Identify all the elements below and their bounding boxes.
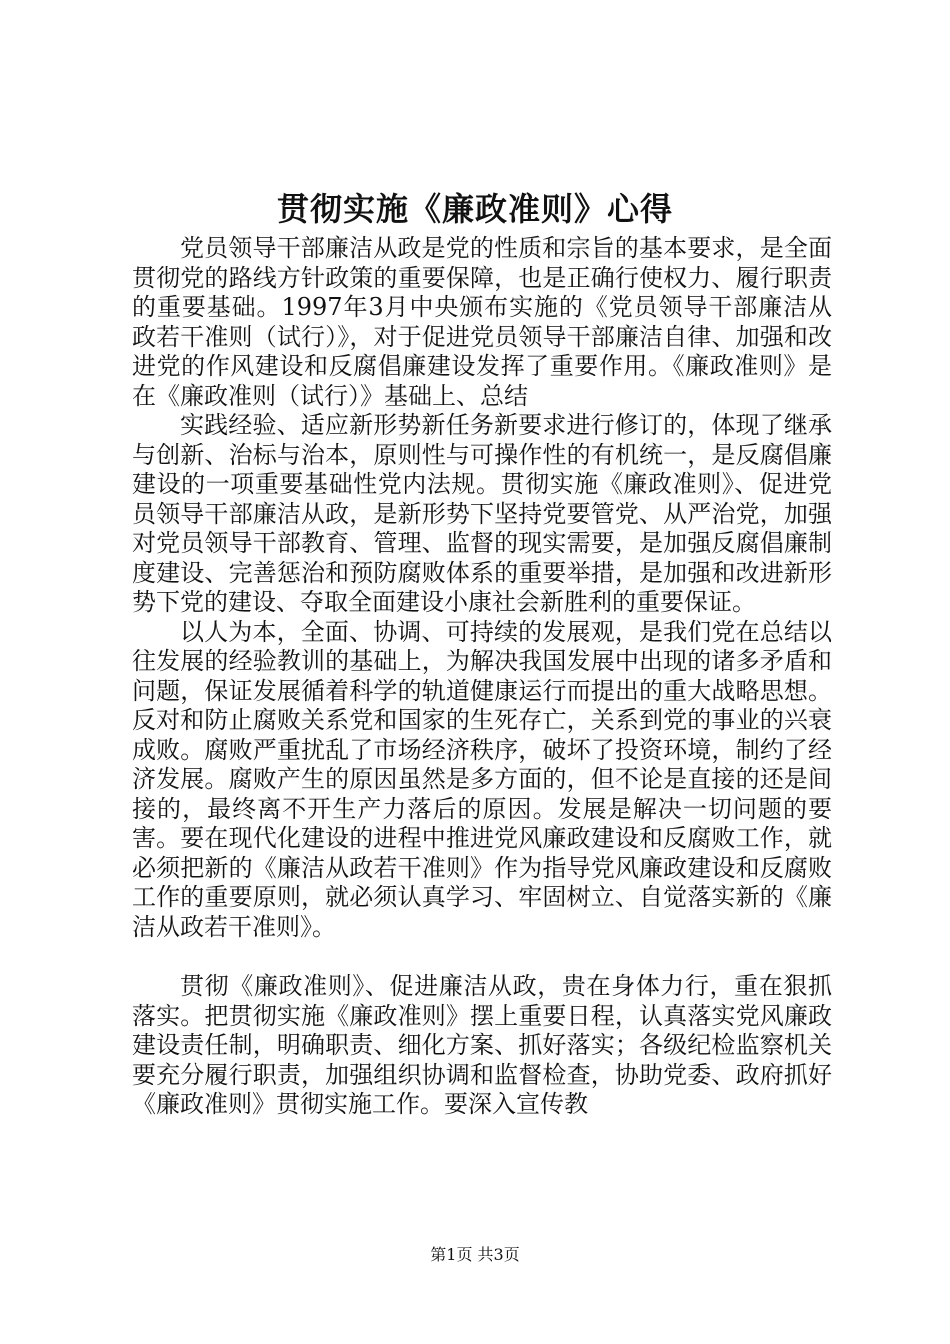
document-title: 贯彻实施《廉政准则》心得	[276, 190, 673, 228]
document-body	[132, 234, 832, 1120]
paragraph-2: 实践经验、适应新形势新任务新要求进行修订的，体现了继承与创新、治标与治本，原则性与可操作性的有机统一，是反腐倡廉建设的一项重要基础性党内法规。贯彻实施《廉政准则》、促进党员领导干部廉洁从政，是新形势下坚持党要管党、从严治党，加强对党员领导干部教育、管理、监督的现实需要，是加强反腐倡廉制度建设、完善惩治和预防腐败体系的重要举措，是加强和改进新形势下党的建设、夺取全面建设小康社会新胜利的重要保证。	[132, 411, 832, 616]
page-footer: 第1页 共3页	[430, 1245, 520, 1264]
paragraph-1: 党员领导干部廉洁从政是党的性质和宗旨的基本要求，是全面贯彻党的路线方针政策的重要保障，也是正确行使权力、履行职责的重要基础。1997年3月中央颁布实施的《党员领导干部廉洁从政若干准则（试行）》，对于促进党员领导干部廉洁自律、加强和改进党的作风建设和反腐倡廉建设发挥了重要作用。《廉政准则》是在《廉政准则（试行）》基础上、总结	[132, 234, 832, 410]
paragraph-4: 贯彻《廉政准则》、促进廉洁从政，贵在身体力行，重在狠抓落实。把贯彻实施《廉政准则》摆上重要日程，认真落实党风廉政建设责任制，明确职责、细化方案、抓好落实；各级纪检监察机关要充分履行职责，加强组织协调和监督检查，协助党委、政府抓好《廉政准则》贯彻实施工作。要深入宣传教	[132, 972, 832, 1118]
paragraph-3: 以人为本，全面、协调、可持续的发展观，是我们党在总结以往发展的经验教训的基础上，为解决我国发展中出现的诸多矛盾和问题，保证发展循着科学的轨道健康运行而提出的重大战略思想。反对和防止腐败关系党和国家的生死存亡，关系到党的事业的兴衰成败。腐败严重扰乱了市场经济秩序，破坏了投资环境，制约了经济发展。腐败产生的原因虽然是多方面的，但不论是直接的还是间接的，最终离不开生产力落后的原因。发展是解决一切问题的要害。要在现代化建设的进程中推进党风廉政建设和反腐败工作，就必须把新的《廉洁从政若干准则》作为指导党风廉政建设和反腐败工作的重要原则，就必须认真学习、牢固树立、自觉落实新的《廉洁从政若干准则》。	[132, 617, 832, 941]
